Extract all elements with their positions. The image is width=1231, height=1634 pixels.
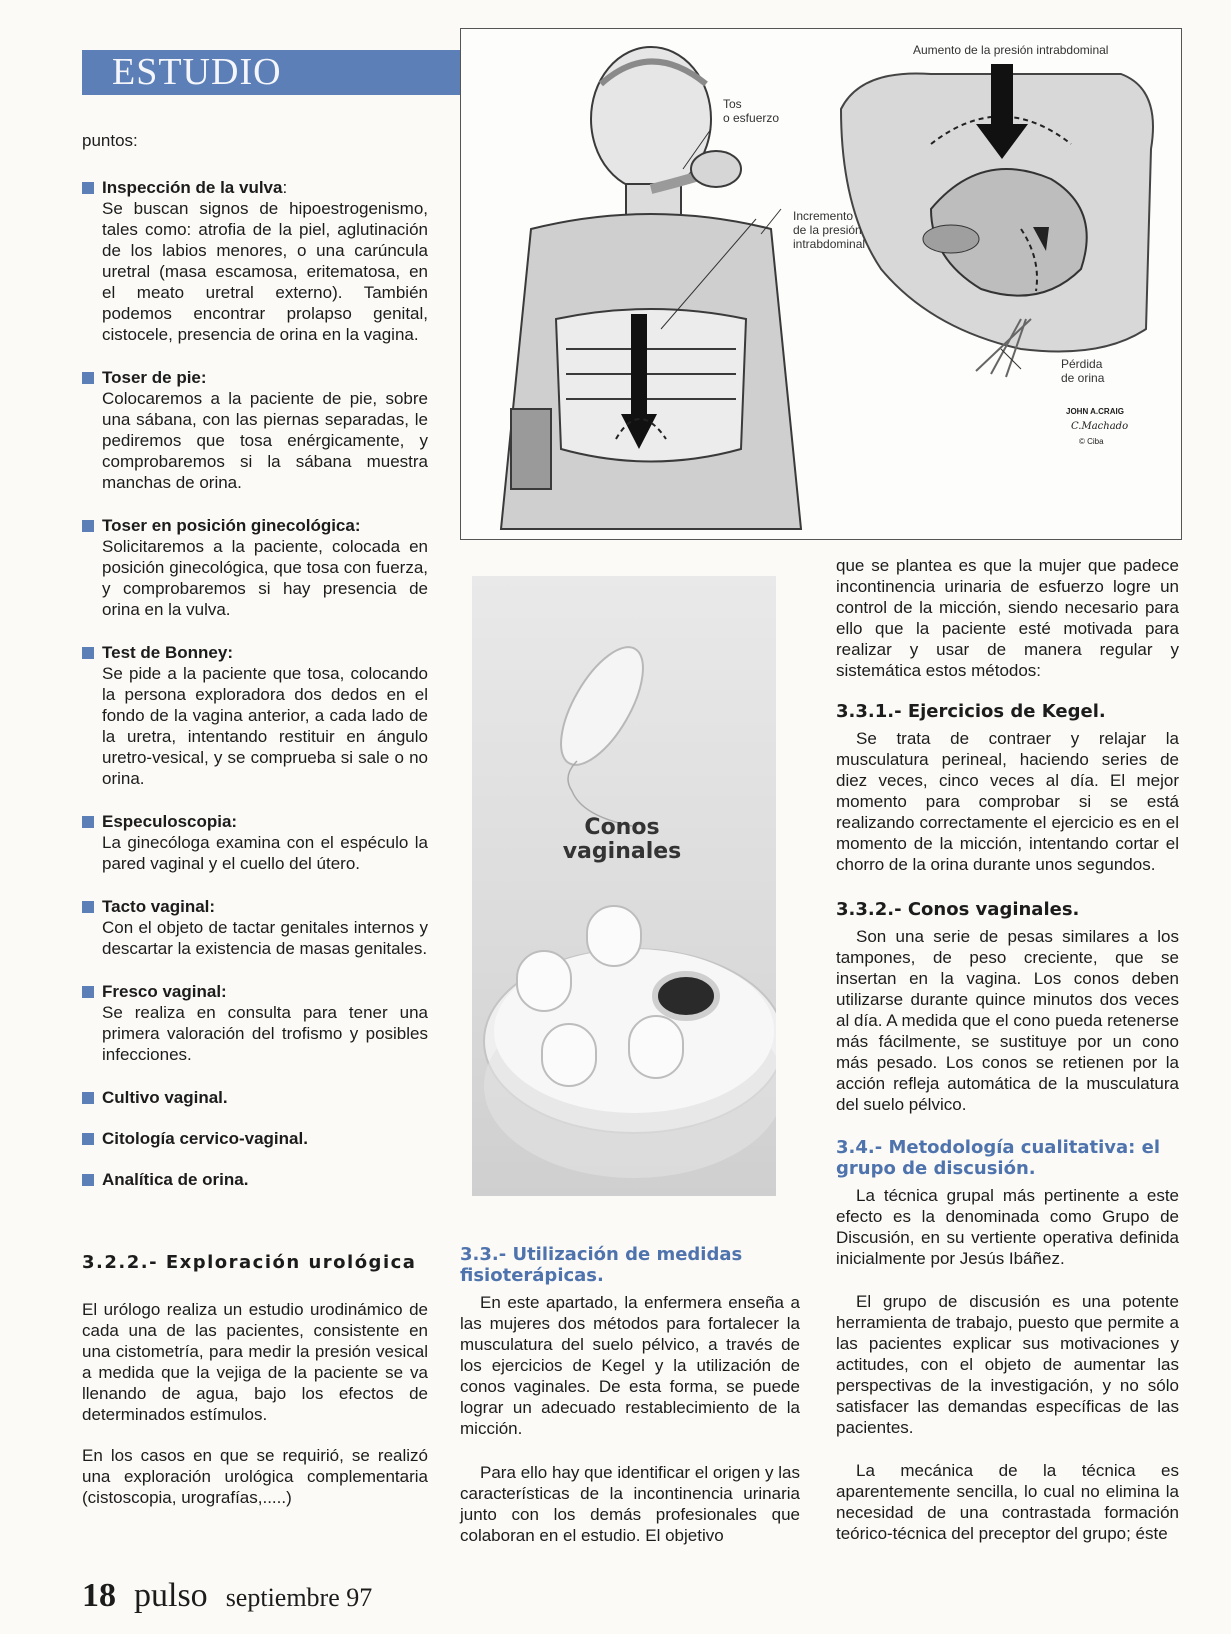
exam-item-title: Toser de pie: [102, 368, 207, 387]
label-pressure-increase: Incremento de la presión intrabdominal [793, 209, 866, 251]
section-33-p1: En este apartado, la enfermera enseña a las mujeres dos métodos para fortalecer la musculatura del suelo pélvico, a través de los ejercicios de Kegel y la utilización de conos vaginales. De esta forma, se puede lograr un adecuado restablecimiento de la micción. [460, 1293, 800, 1438]
incontinence-illustration [461, 29, 1182, 540]
bullet-square-icon [82, 182, 94, 194]
exam-item-heading [82, 642, 428, 663]
section-34-title: 3.4.- Metodología cualitativa: el grupo de discusión. [836, 1137, 1161, 1179]
exam-item [82, 1087, 428, 1108]
exam-item [82, 367, 428, 493]
exam-item-title: Cultivo vaginal. [102, 1088, 228, 1107]
exam-item-heading [82, 1169, 428, 1190]
exam-item [82, 811, 428, 874]
exam-item-title-suffix: : [282, 178, 288, 197]
exam-item-heading [82, 177, 428, 198]
page-number: 18 [82, 1577, 116, 1614]
label-urine-loss: Pérdida de orina [1061, 357, 1105, 385]
exam-item-heading [82, 981, 428, 1002]
section-34-p1: La técnica grupal más pertinente a este efecto es la denominada como Grupo de Discusión, en su vertiente operativa definida inicialmente por Jesús Ibáñez. [836, 1186, 1179, 1268]
intro-text: puntos: [82, 131, 138, 150]
credit-copyright: © Ciba [1079, 437, 1104, 446]
credit-artist: JOHN A.CRAIG [1066, 407, 1124, 416]
exam-item-title: Toser en posición ginecológica: [102, 516, 361, 535]
page-footer [82, 1577, 372, 1615]
label-cough: Tos o esfuerzo [723, 97, 780, 125]
section-322-title: 3.2.2.- Exploración urológica [82, 1252, 417, 1273]
exam-item-heading [82, 367, 428, 388]
exam-item-title: Analítica de orina. [102, 1170, 249, 1189]
left-column [82, 130, 428, 1508]
exam-item-title: Citología cervico-vaginal. [102, 1129, 308, 1148]
exam-item [82, 1169, 428, 1190]
bullet-square-icon [82, 901, 94, 913]
photo-caption: Conos vaginales [562, 815, 682, 864]
section-332-body: Son una serie de pesas similares a los tampones, de peso creciente, que se insertan en la vagina. Los conos deben utilizarse durante quince minutos dos veces al día. A medida que el cono pueda retenerse más fácilmente, se sustituye por un cono más pesado. Los conos se retienen por la acción refleja automática de la musculatura del suelo pélvico. [836, 927, 1179, 1114]
exam-item [82, 177, 428, 345]
issue-date: septiembre 97 [225, 1583, 373, 1612]
right-column [836, 555, 1179, 1544]
exam-item-heading [82, 515, 428, 536]
section-banner [82, 50, 462, 95]
bullet-square-icon [82, 1133, 94, 1145]
exam-item-body: Se buscan signos de hipoestrogenismo, tales como: atrofia de la piel, aglutinación de los labios menores, o una carúncula uretral (masa escamosa, eritematosa, en el meato uretral externo). También podemos encontrar prolapso genital, cistocele, presencia de orina en la vagina. [102, 199, 428, 344]
section-322-p2: En los casos en que se requirió, se realizó una exploración urológica complementaria (cistoscopia, urografías,.....) [82, 1446, 428, 1507]
section-33-title: 3.3.- Utilización de medidas fisioterápicas. [460, 1244, 743, 1286]
exam-item [82, 1128, 428, 1149]
exam-item-body: Se realiza en consulta para tener una primera valoración del trofismo y posibles infecciones. [102, 1003, 428, 1064]
bullet-square-icon [82, 1092, 94, 1104]
exam-item-body: Con el objeto de tactar genitales internos y descartar la existencia de masas genitales. [102, 918, 428, 958]
bullet-square-icon [82, 520, 94, 532]
exam-item [82, 515, 428, 620]
exam-item [82, 642, 428, 789]
magazine-name: pulso [134, 1577, 208, 1614]
section-banner-label: ESTUDIO [112, 51, 282, 93]
cones-photo-drawing [472, 576, 776, 1196]
illustration-figure [460, 28, 1182, 540]
bullet-square-icon [82, 647, 94, 659]
label-top-pressure: Aumento de la presión intrabdominal [913, 43, 1109, 57]
exam-item-heading [82, 811, 428, 832]
exam-item-heading [82, 1087, 428, 1108]
exam-item-title: Fresco vaginal: [102, 982, 227, 1001]
exam-item-heading [82, 896, 428, 917]
exam-item-body: Se pide a la paciente que tosa, colocando la persona exploradora dos dedos en el fondo de la vagina anterior, a cada lado de la uretra, intentando restituir en ángulo uretro-vesical, y se comprueba si sale o no orina. [102, 664, 428, 788]
section-34-p2: El grupo de discusión es una potente herramienta de trabajo, puesto que permite a las pacientes explicar sus motivaciones y actitudes, con el objeto de aumentar las perspectivas de la investigación, y no sólo satisfacer las demandas específicas de las pacientes. [836, 1292, 1179, 1437]
exam-item-title: Tacto vaginal: [102, 897, 216, 916]
bullet-square-icon [82, 986, 94, 998]
section-331-title: 3.3.1.- Ejercicios de Kegel. [836, 701, 1106, 722]
exam-item-title: Especuloscopia: [102, 812, 238, 831]
section-34-p3: La mecánica de la técnica es aparentemente sencilla, lo cual no elimina la necesidad de una contrastada formación teórico-técnica del preceptor del grupo; éste [836, 1461, 1179, 1543]
exam-item-heading [82, 1128, 428, 1149]
section-33-p2: Para ello hay que identificar el origen y las características de la incontinencia urinaria junto con los demás profesionales que colaboran en el estudio. El objetivo [460, 1463, 800, 1545]
bullet-square-icon [82, 372, 94, 384]
middle-column [460, 1244, 800, 1546]
exam-item-title: Test de Bonney: [102, 643, 233, 662]
exam-item-title: Inspección de la vulva [102, 178, 283, 197]
section-322-p1: El urólogo realiza un estudio urodinámico de cada una de las pacientes, consistente en una cistometría, para medir la presión vesical a medida que la vejiga de la paciente se va llenando de agua, bajo los efectos de determinados estímulos. [82, 1300, 428, 1424]
right-continuation: que se plantea es que la mujer que padece incontinencia urinaria de esfuerzo logre un control de la micción, siendo necesario para ello que la paciente esté motivada para realizar y usar de manera regular y sistemática estos métodos: [836, 556, 1179, 680]
exam-item-body: La ginecóloga examina con el espéculo la pared vaginal y el cuello del útero. [102, 833, 428, 873]
section-331-body: Se trata de contraer y relajar la musculatura perineal, haciendo series de diez veces, cinco veces al día. El mejor momento para comprobar si se está realizando correctamente el ejercicio es en el momento de la micción, intentando cortar el chorro de la orina durante unos segundos. [836, 729, 1179, 874]
credit-signature: C.Machado [1071, 421, 1129, 432]
vaginal-cones-photo [472, 576, 776, 1196]
exam-items-list [82, 177, 428, 1190]
exam-item [82, 896, 428, 959]
bullet-square-icon [82, 1174, 94, 1186]
exam-item-body: Solicitaremos a la paciente, colocada en posición ginecológica, que tosa con fuerza, y comprobaremos si hay presencia de orina en la vulva. [102, 537, 428, 619]
exam-item-body: Colocaremos a la paciente de pie, sobre una sábana, con las piernas separadas, le pediremos que tosa enérgicamente, y comprobaremos si la sábana muestra manchas de orina. [102, 389, 428, 492]
section-332-title: 3.3.2.- Conos vaginales. [836, 899, 1080, 920]
exam-item [82, 981, 428, 1065]
bullet-square-icon [82, 816, 94, 828]
